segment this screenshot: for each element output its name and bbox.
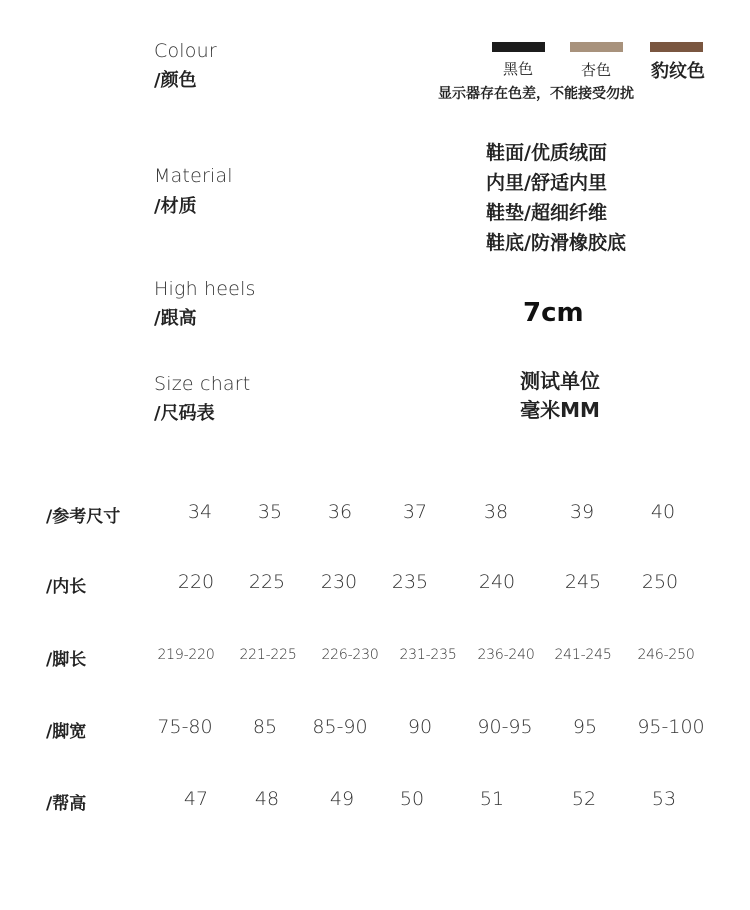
table-cell-upper-height: 48 <box>254 788 280 810</box>
heels-label-en: High heels <box>154 278 256 300</box>
row-label-foot-width: /脚宽 <box>46 722 87 742</box>
table-cell-upper-height: 53 <box>651 788 677 810</box>
table-cell-foot-width: 85-90 <box>312 716 368 738</box>
heels-label-zh: /跟高 <box>154 308 197 329</box>
row-label-foot-length: /脚长 <box>46 650 87 670</box>
table-cell-inner-length: 225 <box>248 571 286 593</box>
material-label-en: Material <box>154 165 233 187</box>
table-cell-foot-width: 90-95 <box>477 716 533 738</box>
table-cell-inner-length: 245 <box>564 571 602 593</box>
swatch-black[interactable] <box>492 42 545 52</box>
table-cell-foot-length: 236-240 <box>477 647 535 663</box>
table-cell-inner-length: 250 <box>641 571 679 593</box>
table-cell-reference-size: 40 <box>650 501 676 523</box>
table-cell-foot-length: 241-245 <box>554 647 612 663</box>
row-label-inner-length: /内长 <box>46 577 87 597</box>
swatch-label-leopard: 豹纹色 <box>651 61 705 82</box>
table-cell-reference-size: 34 <box>187 501 213 523</box>
table-cell-foot-length: 231-235 <box>399 647 457 663</box>
colour-difference-note: 显示器存在色差，不能接受勿扰 <box>438 86 634 102</box>
table-cell-reference-size: 35 <box>257 501 283 523</box>
row-label-upper-height: /帮高 <box>46 794 87 814</box>
heel-height-value: 7cm <box>523 298 584 328</box>
swatch-leopard[interactable] <box>650 42 703 52</box>
unit-line-1: 测试单位 <box>520 369 600 393</box>
material-line-insole: 鞋垫/超细纤维 <box>486 202 607 224</box>
table-cell-upper-height: 49 <box>329 788 355 810</box>
table-cell-upper-height: 51 <box>479 788 505 810</box>
colour-label-en: Colour <box>154 40 217 62</box>
unit-line-2: 毫米MM <box>520 398 600 422</box>
swatch-label-apricot: 杏色 <box>580 61 611 79</box>
table-cell-reference-size: 39 <box>569 501 595 523</box>
size-chart-label-en: Size chart <box>154 373 251 395</box>
material-line-sole: 鞋底/防滑橡胶底 <box>486 232 626 254</box>
table-cell-foot-length: 221-225 <box>239 647 297 663</box>
table-cell-foot-width: 95-100 <box>637 716 705 738</box>
table-cell-reference-size: 36 <box>327 501 353 523</box>
table-cell-inner-length: 240 <box>478 571 516 593</box>
table-cell-foot-length: 226-230 <box>321 647 379 663</box>
table-cell-reference-size: 38 <box>483 501 509 523</box>
table-cell-foot-length: 219-220 <box>157 647 215 663</box>
table-cell-inner-length: 220 <box>177 571 215 593</box>
table-cell-foot-length: 246-250 <box>637 647 695 663</box>
table-cell-foot-width: 85 <box>252 716 278 738</box>
size-chart-label-zh: /尺码表 <box>154 403 215 424</box>
table-cell-upper-height: 52 <box>571 788 597 810</box>
colour-label-zh: /颜色 <box>154 70 197 91</box>
material-label-zh: /材质 <box>154 196 197 217</box>
row-label-reference-size: /参考尺寸 <box>46 507 121 527</box>
swatch-label-black: 黑色 <box>502 60 533 78</box>
material-line-upper: 鞋面/优质绒面 <box>486 142 607 164</box>
table-cell-upper-height: 47 <box>183 788 209 810</box>
table-cell-foot-width: 95 <box>572 716 598 738</box>
table-cell-inner-length: 230 <box>320 571 358 593</box>
table-cell-upper-height: 50 <box>399 788 425 810</box>
table-cell-foot-width: 90 <box>407 716 433 738</box>
table-cell-reference-size: 37 <box>402 501 428 523</box>
swatch-apricot[interactable] <box>570 42 623 52</box>
material-line-lining: 内里/舒适内里 <box>486 172 607 194</box>
table-cell-foot-width: 75-80 <box>157 716 213 738</box>
table-cell-inner-length: 235 <box>391 571 429 593</box>
